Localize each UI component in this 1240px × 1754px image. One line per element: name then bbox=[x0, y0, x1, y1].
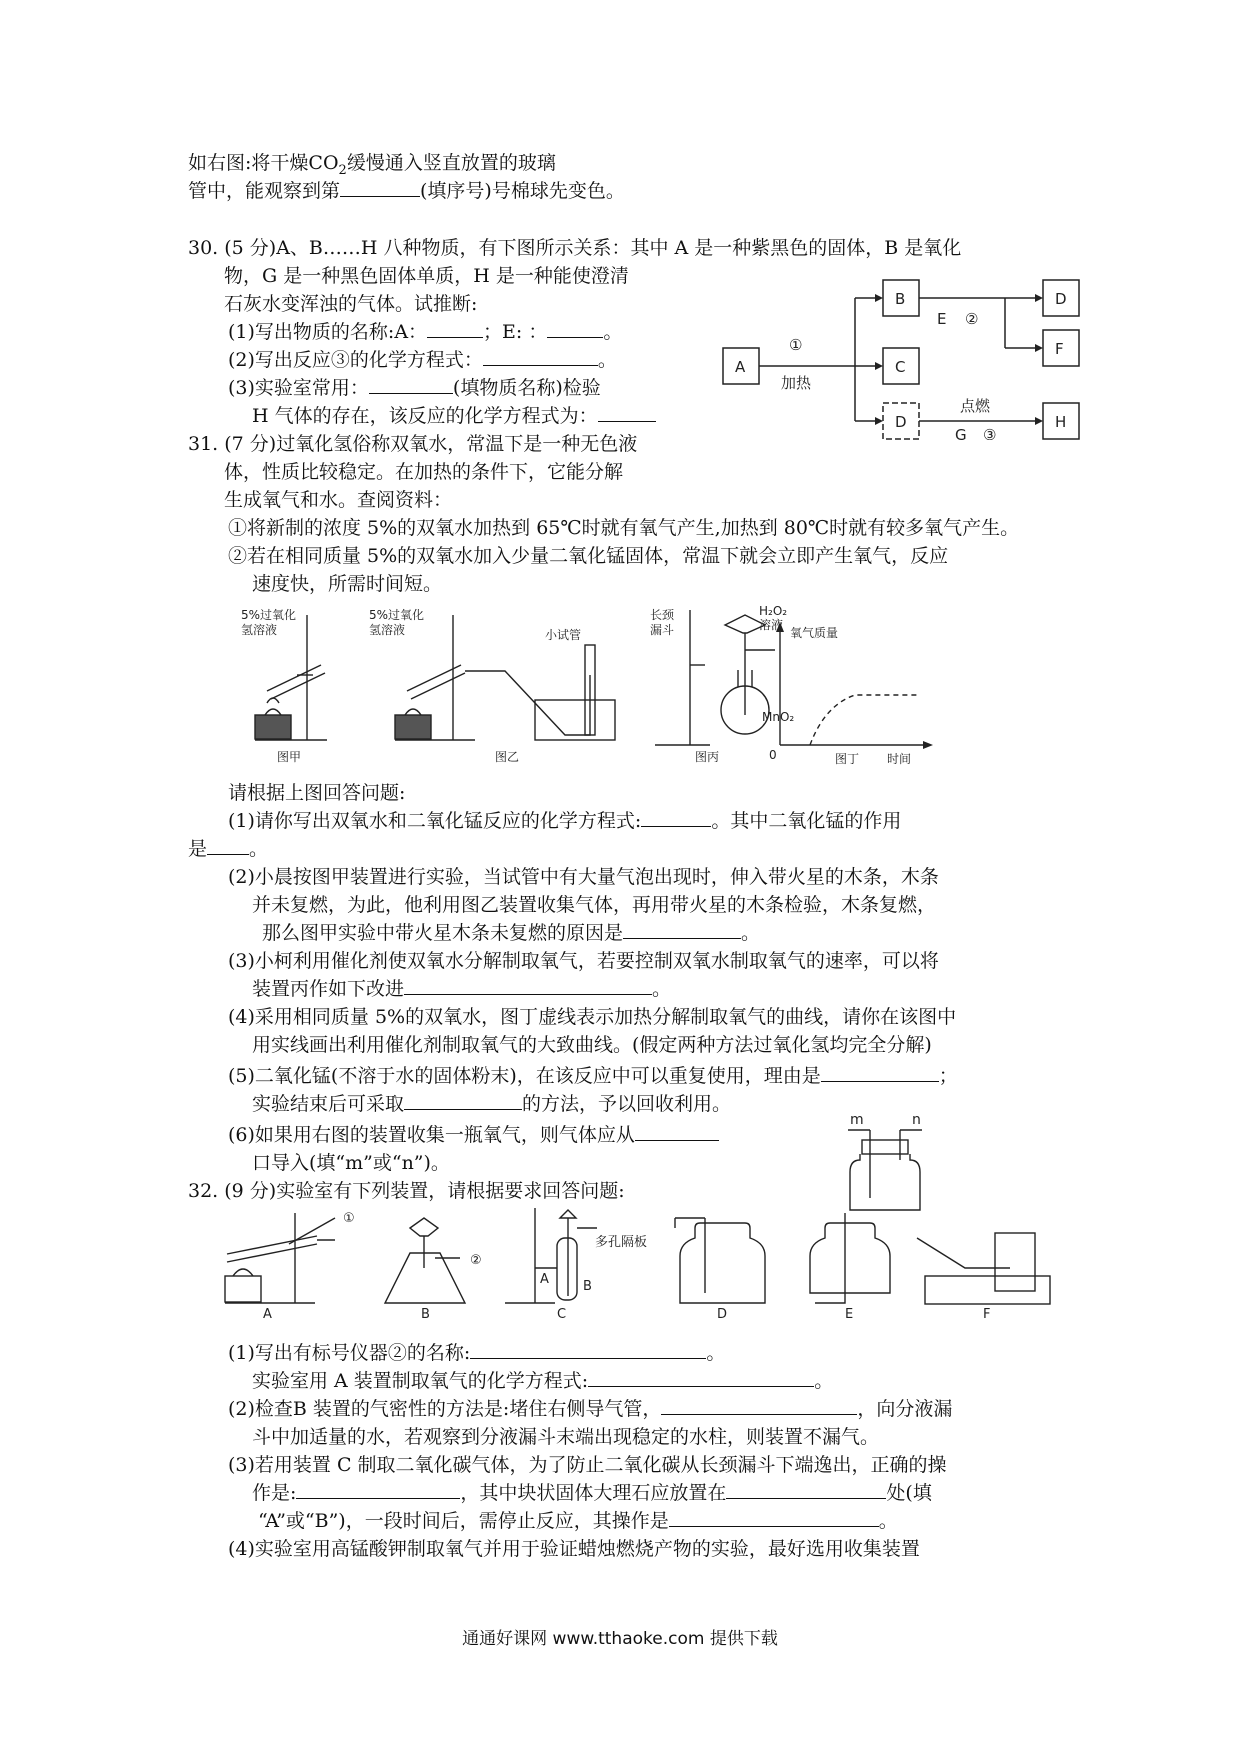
text: 。 bbox=[706, 1342, 726, 1364]
arrow2-number: ② bbox=[965, 310, 979, 328]
answer-blank[interactable] bbox=[369, 375, 453, 394]
q31-sub4a: (4)采用相同质量 5%的双氧水，图丁虚线表示加热分解制取氧气的曲线，请你在该图中 bbox=[228, 1006, 957, 1028]
label-e: E bbox=[845, 1307, 854, 1320]
apparatus-b bbox=[385, 1218, 465, 1303]
text: 装置丙作如下改进 bbox=[252, 978, 405, 1000]
text: ；E: ： bbox=[483, 321, 548, 343]
text: 管中，能观察到第 bbox=[188, 180, 341, 202]
q31-sub5a bbox=[228, 1063, 958, 1089]
text: ，向分液漏 bbox=[857, 1398, 953, 1420]
text: (填物质名称)检验 bbox=[452, 377, 601, 399]
text: 缓慢通入竖直放置的玻璃 bbox=[346, 152, 556, 174]
answer-blank[interactable] bbox=[821, 1063, 939, 1082]
q32-sub3c bbox=[258, 1508, 898, 1534]
q32-sub2a bbox=[228, 1396, 952, 1422]
answer-blank[interactable] bbox=[669, 1508, 879, 1527]
bing-funnel-1: 长颈 bbox=[650, 608, 675, 622]
label-h: H bbox=[1055, 413, 1067, 431]
yi-reagent-2: 氢溶液 bbox=[369, 623, 406, 637]
mark-2: ② bbox=[470, 1253, 482, 1268]
apparatus-d bbox=[675, 1218, 765, 1303]
fig-yi bbox=[395, 615, 615, 740]
answer-blank[interactable] bbox=[404, 976, 652, 995]
q30-line1: 30. (5 分)A、B……H 八种物质，有下图所示关系：其中 A 是一种紫黑色的固体，B 是氧化 bbox=[188, 237, 962, 259]
text: (1)写出有标号仪器②的名称: bbox=[228, 1342, 471, 1364]
arrow3-number: ③ bbox=[983, 426, 997, 440]
bing-label: 图丙 bbox=[695, 750, 720, 764]
text: (填序号)号棉球先变色。 bbox=[420, 180, 625, 202]
text: 。 bbox=[603, 321, 623, 343]
apparatus-f bbox=[917, 1233, 1050, 1304]
label-d: D bbox=[717, 1307, 728, 1320]
gas-bottle-figure bbox=[830, 1110, 940, 1215]
answer-blank[interactable] bbox=[661, 1396, 857, 1415]
jia-reagent-2: 氢溶液 bbox=[241, 623, 278, 637]
text: 处(填 bbox=[886, 1482, 932, 1504]
text: 。其中二氧化锰的作用 bbox=[711, 810, 902, 832]
q31-prompt: 请根据上图回答问题: bbox=[228, 782, 406, 804]
label-f: F bbox=[983, 1307, 991, 1320]
text: ，其中块状固体大理石应放置在 bbox=[460, 1482, 727, 1504]
q31-sub1 bbox=[228, 808, 901, 834]
answer-blank[interactable] bbox=[207, 836, 249, 855]
q30-line2: 物，G 是一种黑色固体单质，H 是一种能使澄清 bbox=[224, 265, 629, 287]
ignite-label: 点燃 bbox=[960, 397, 991, 415]
q31-line1: 31. (7 分)过氧化氢俗称双氧水，常温下是一种无色液 bbox=[188, 433, 638, 455]
answer-blank[interactable] bbox=[598, 403, 656, 422]
text: 。 bbox=[741, 922, 761, 944]
q32-sub3a: (3)若用装置 C 制取二氧化碳气体，为了防止二氧化碳从长颈漏斗下端逸出，正确的操 bbox=[228, 1454, 947, 1476]
bottle-n-label: n bbox=[912, 1112, 921, 1128]
label-b: B bbox=[895, 290, 906, 308]
q31-sub6b: 口导入(填“m”或“n”)。 bbox=[252, 1152, 450, 1174]
q31-sub3b bbox=[252, 976, 671, 1002]
text: 。 bbox=[652, 978, 672, 1000]
q30-sub3 bbox=[228, 375, 601, 401]
text: (2)写出反应③的化学方程式： bbox=[228, 349, 483, 371]
ding-label: 图丁 bbox=[835, 752, 860, 765]
text: 实验室用 A 装置制取氧气的化学方程式: bbox=[252, 1370, 589, 1392]
position-b-label: B bbox=[583, 1279, 592, 1294]
text: “A”或“B”)，一段时间后，需停止反应，其操作是 bbox=[258, 1510, 669, 1532]
q31-sub5b bbox=[252, 1091, 731, 1117]
apparatus-a bbox=[225, 1213, 335, 1303]
arrow1-text: 加热 bbox=[781, 374, 812, 392]
answer-blank[interactable] bbox=[547, 319, 603, 338]
jia-label: 图甲 bbox=[277, 750, 302, 764]
text: 作是: bbox=[252, 1482, 297, 1504]
text: ； bbox=[938, 1065, 958, 1087]
answer-blank[interactable] bbox=[483, 347, 598, 366]
text: 。 bbox=[814, 1370, 834, 1392]
yi-label: 图乙 bbox=[495, 750, 520, 764]
q31-info2b: 速度快，所需时间短。 bbox=[252, 573, 443, 595]
bing-funnel-2: 漏斗 bbox=[650, 623, 675, 637]
q31-sub1b bbox=[188, 836, 268, 862]
q31-line3: 生成氧气和水。查阅资料： bbox=[224, 489, 453, 511]
text: 。 bbox=[878, 1510, 898, 1532]
answer-blank[interactable] bbox=[635, 1122, 719, 1141]
q31-sub6a bbox=[228, 1122, 719, 1148]
label-a: A bbox=[263, 1307, 272, 1320]
text: 那么图甲实验中带火星木条未复燃的原因是 bbox=[262, 922, 624, 944]
answer-blank[interactable] bbox=[470, 1340, 706, 1359]
q31-sub2b: 并未复燃，为此，他利用图乙装置收集气体，再用带火星的木条检验，木条复燃， bbox=[252, 894, 937, 916]
fig-ding bbox=[780, 630, 925, 745]
arrow1-number: ① bbox=[789, 336, 803, 354]
bing-mno2: MnO₂ bbox=[762, 710, 795, 724]
q32-line1: 32. (9 分)实验室有下列装置，请根据要求回答问题: bbox=[188, 1180, 625, 1202]
q30-line3: 石灰水变浑浊的气体。试推断: bbox=[224, 293, 478, 315]
q31-sub2c bbox=[262, 920, 760, 946]
q31-sub4b: 用实线画出利用催化剂制取氧气的大致曲线。(假定两种方法过氧化氢均完全分解) bbox=[252, 1034, 932, 1056]
q32-sub1b bbox=[252, 1368, 833, 1394]
label-d-out: D bbox=[1055, 290, 1067, 308]
text: (3)实验室常用： bbox=[228, 377, 369, 399]
label-c: C bbox=[557, 1307, 567, 1320]
q31-info1: ①将新制的浓度 5%的双氧水加热到 65℃时就有氧气产生,加热到 80℃时就有较多氧气产生。 bbox=[228, 517, 1020, 539]
text: (2)检查B 装置的气密性的方法是:堵住右侧导气管， bbox=[228, 1398, 662, 1420]
label-b: B bbox=[421, 1307, 430, 1320]
arrow-g-label: G bbox=[955, 426, 967, 440]
q32-apparatus bbox=[205, 1208, 1065, 1320]
answer-blank[interactable] bbox=[726, 1480, 886, 1499]
text: (1)写出物质的名称:A： bbox=[228, 321, 428, 343]
bottle-m-label: m bbox=[850, 1112, 864, 1128]
answer-blank[interactable] bbox=[623, 920, 741, 939]
yi-reagent-1: 5%过氧化 bbox=[369, 608, 425, 622]
subscript: 2 bbox=[338, 162, 347, 178]
q30-sub1 bbox=[228, 319, 622, 345]
text: (6)如果用右图的装置收集一瓶氧气，则气体应从 bbox=[228, 1124, 635, 1146]
answer-blank[interactable] bbox=[296, 1480, 460, 1499]
q29-line2 bbox=[188, 178, 625, 204]
label-c: C bbox=[895, 358, 906, 376]
text: 如右图:将干燥CO bbox=[188, 152, 339, 174]
text: (1)请你写出双氧水和二氧化锰反应的化学方程式: bbox=[228, 810, 642, 832]
q31-sub2a: (2)小晨按图甲装置进行实验，当试管中有大量气泡出现时，伸入带火星的木条，木条 bbox=[228, 866, 939, 888]
q32-sub1a bbox=[228, 1340, 725, 1366]
q31-line2: 体，性质比较稳定。在加热的条件下，它能分解 bbox=[224, 461, 624, 483]
jia-reagent-1: 5%过氧化 bbox=[241, 608, 297, 622]
label-d: D bbox=[895, 413, 907, 431]
text: 。 bbox=[249, 838, 269, 860]
q30-sub2 bbox=[228, 347, 617, 373]
q32-sub4: (4)实验室用高锰酸钾制取氧气并用于验证蜡烛燃烧产物的实验，最好选用收集装置 bbox=[228, 1538, 920, 1560]
bing-h2o2-1: H₂O₂ bbox=[759, 605, 788, 618]
position-a-label: A bbox=[540, 1272, 549, 1287]
arrow-e-label: E bbox=[937, 310, 947, 328]
answer-blank[interactable] bbox=[641, 808, 711, 827]
bing-h2o2-2: 溶液 bbox=[759, 618, 784, 632]
text: 实验结束后可采取 bbox=[252, 1093, 405, 1115]
q30-flow-diagram bbox=[715, 270, 1095, 440]
ding-y-axis-label: 氧气质量 bbox=[790, 626, 839, 640]
text: 是 bbox=[188, 838, 208, 860]
label-f: F bbox=[1055, 340, 1064, 358]
answer-blank[interactable] bbox=[340, 178, 420, 197]
q30-sub3b bbox=[252, 403, 656, 429]
apparatus-e bbox=[810, 1213, 890, 1303]
q32-sub3b bbox=[252, 1480, 932, 1506]
text: (5)二氧化锰(不溶于水的固体粉末)，在该反应中可以重复使用，理由是 bbox=[228, 1065, 821, 1087]
q31-sub3a: (3)小柯利用催化剂使双氧水分解制取氧气，若要控制双氧水制取氧气的速率，可以将 bbox=[228, 950, 939, 972]
yi-tube-label: 小试管 bbox=[545, 628, 582, 642]
ding-origin: 0 bbox=[769, 748, 777, 762]
answer-blank[interactable] bbox=[427, 319, 483, 338]
ding-x-axis-label: 时间 bbox=[887, 752, 912, 765]
q32-sub2b: 斗中加适量的水，若观察到分液漏斗末端出现稳定的水柱，则装置不漏气。 bbox=[252, 1426, 880, 1448]
q31-figures bbox=[235, 605, 1015, 765]
text: 。 bbox=[597, 349, 617, 371]
page-footer: 通通好课网 www.tthaoke.com 提供下载 bbox=[462, 1629, 778, 1649]
label-a: A bbox=[735, 358, 746, 376]
porous-plate-label: 多孔隔板 bbox=[595, 1235, 648, 1250]
mark-1: ① bbox=[343, 1211, 355, 1226]
text: 的方法，予以回收利用。 bbox=[522, 1093, 732, 1115]
answer-blank[interactable] bbox=[404, 1091, 522, 1110]
q31-info2a: ②若在相同质量 5%的双氧水加入少量二氧化锰固体，常温下就会立即产生氧气，反应 bbox=[228, 545, 949, 567]
answer-blank[interactable] bbox=[588, 1368, 814, 1387]
text: H 气体的存在，该反应的化学方程式为： bbox=[252, 405, 598, 427]
